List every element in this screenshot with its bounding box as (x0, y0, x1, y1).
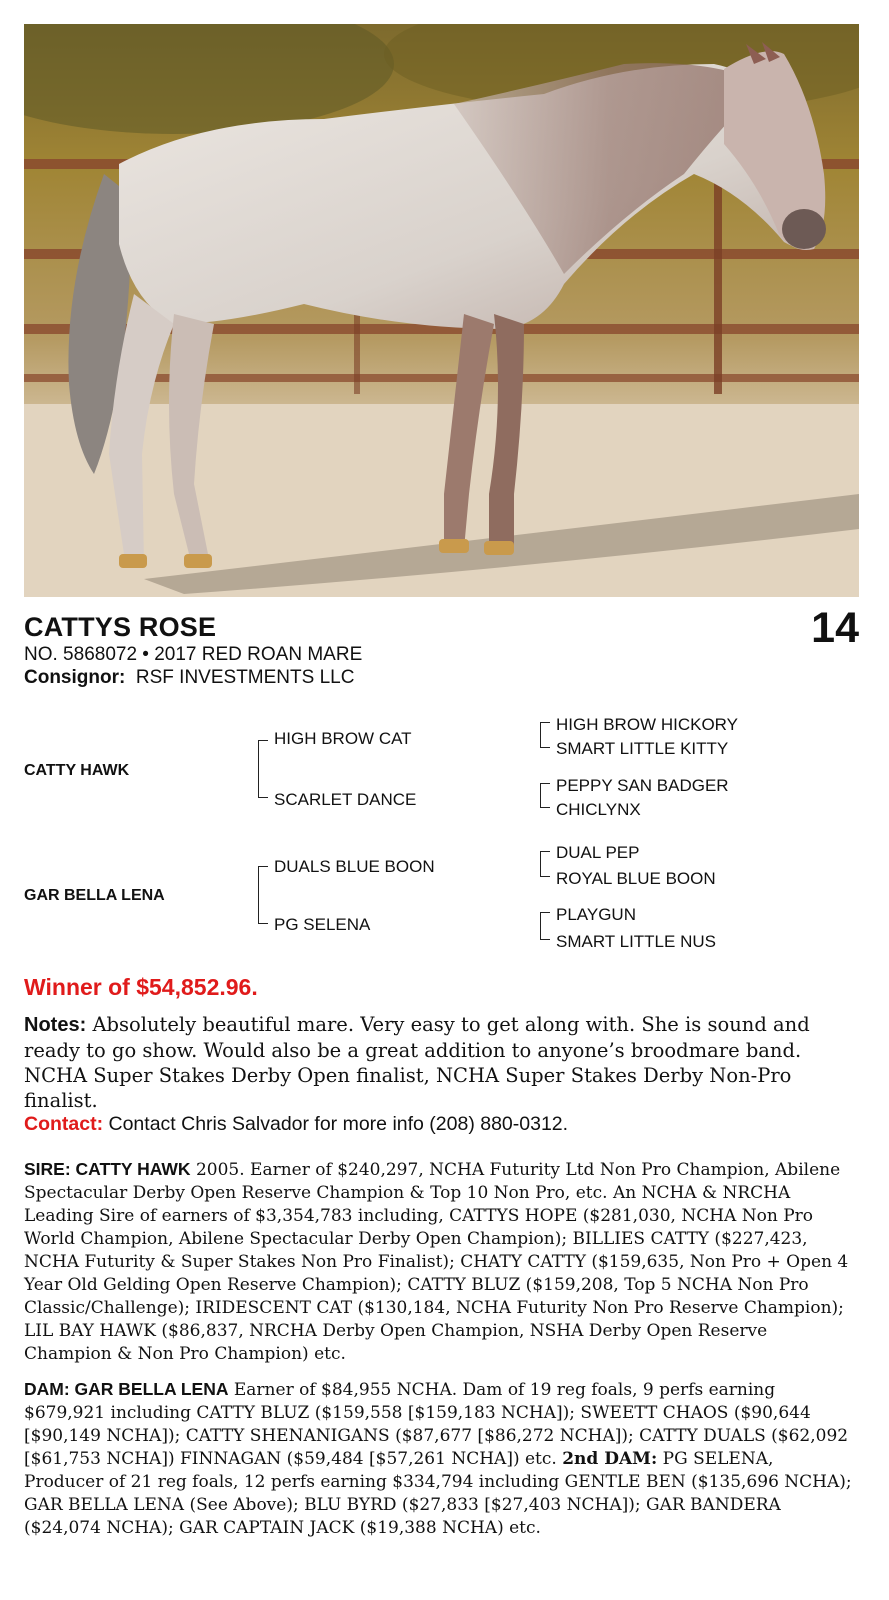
registration-line: NO. 5868072 • 2017 RED ROAN MARE (24, 644, 363, 665)
bracket-ds (540, 851, 541, 877)
contact-text: Contact Chris Salvador for more info (208) 880-0312. (108, 1113, 569, 1135)
pedigree-dam-sire: DUALS BLUE BOON (274, 857, 435, 876)
notes-text: Absolutely beautiful mare. Very easy to get along with. She is sound and ready to go show. Would also be a great addition to anyone’s broodmare band. NCHA Super Stakes Derby Open finalist, NCHA Super Stakes Derby Non-Pro finalist. (24, 1013, 810, 1112)
bracket-sd (540, 783, 541, 808)
pedigree-sire-sire: HIGH BROW CAT (274, 729, 412, 748)
sire-paragraph (24, 1158, 852, 1366)
pedigree-ss-dam: SMART LITTLE KITTY (556, 739, 729, 758)
dam-label: DAM: GAR BELLA LENA (24, 1379, 229, 1399)
pedigree-dam: GAR BELLA LENA (24, 887, 165, 904)
consignor-name: RSF INVESTMENTS LLC (135, 667, 355, 688)
pedigree-ds-sire: DUAL PEP (556, 843, 640, 862)
pedigree-ds-dam: ROYAL BLUE BOON (556, 869, 716, 888)
pedigree-dd-dam: SMART LITTLE NUS (556, 932, 716, 951)
second-dam-label: 2nd DAM: (562, 1449, 658, 1469)
pedigree-dam-dam: PG SELENA (274, 915, 371, 934)
consignor-line (24, 667, 354, 689)
notes-label: Notes: (24, 1014, 87, 1036)
sire-label: SIRE: CATTY HAWK (24, 1159, 191, 1179)
bracket-dd (540, 912, 541, 940)
pedigree-ss-sire: HIGH BROW HICKORY (556, 715, 738, 734)
dam-paragraph (24, 1378, 852, 1540)
horse-photo-art (24, 24, 859, 597)
pedigree-sd-dam: CHICLYNX (556, 800, 641, 819)
second-dam-text: PG SELENA, Producer of 21 reg foals, 12 perfs earning $334,794 including GENTLE BEN ($135,696 NCHA); GAR BELLA LENA (See Above); BLU BYRD ($27,833 [$27,403 NCHA]); GAR BANDERA ($24,074 NCHA); GAR CAPTAIN JACK ($19,388 NCHA) etc. (24, 1449, 852, 1538)
pedigree-dd-sire: PLAYGUN (556, 905, 636, 924)
pedigree-sire: CATTY HAWK (24, 762, 130, 779)
bracket-sire (258, 740, 259, 798)
bracket-dam (258, 866, 259, 924)
horse-name: CATTYS ROSE (24, 612, 217, 642)
lot-number: 14 (811, 604, 859, 652)
dam-text: Earner of $84,955 NCHA. Dam of 19 reg foals, 9 perfs earning $679,921 including CATTY BLUZ ($159,558 [$159,183 NCHA]); SWEETT CHAOS ($90,644 [$90,149 NCHA]); CATTY SHENANIGANS ($87,677 [$86,272 NCHA]); CATTY DUALS ($62,092 [$61,753 NCHA]) FINNAGAN ($59,484 [$57,261 NCHA]) etc. (24, 1380, 849, 1469)
consignor-label: Consignor: (24, 667, 126, 688)
winnings-line: Winner of $54,852.96. (24, 974, 258, 1000)
pedigree-sd-sire: PEPPY SAN BADGER (556, 776, 729, 795)
contact-line (24, 1113, 852, 1136)
notes-paragraph (24, 1012, 852, 1113)
contact-label: Contact: (24, 1113, 104, 1135)
bracket-ss (540, 722, 541, 748)
horse-photo (24, 24, 859, 597)
sire-text: 2005. Earner of $240,297, NCHA Futurity Ltd Non Pro Champion, Abilene Spectacular Derby Open Reserve Champion & Top 10 Non Pro, etc. An NCHA & NRCHA Leading Sire of earners of $3,354,783 including, CATTYS HOPE ($281,030, NCHA Non Pro World Champion, Abilene Spectacular Derby Open Champion); BILLIES CATTY ($227,423, NCHA Futurity & Super Stakes Non Pro Finalist); CHATY CATTY ($159,635, Non Pro + Open 4 Year Old Gelding Open Reserve Champion); CATTY BLUZ ($159,208, Top 5 NCHA Non Pro Classic/Challenge); IRIDESCENT CAT ($130,184, NCHA Futurity Non Pro Reserve Champion); LIL BAY HAWK ($86,837, NRCHA Derby Open Champion, NSHA Derby Open Reserve Champion & Non Pro Champion) etc. (24, 1160, 849, 1364)
pedigree-sire-dam: SCARLET DANCE (274, 790, 417, 809)
